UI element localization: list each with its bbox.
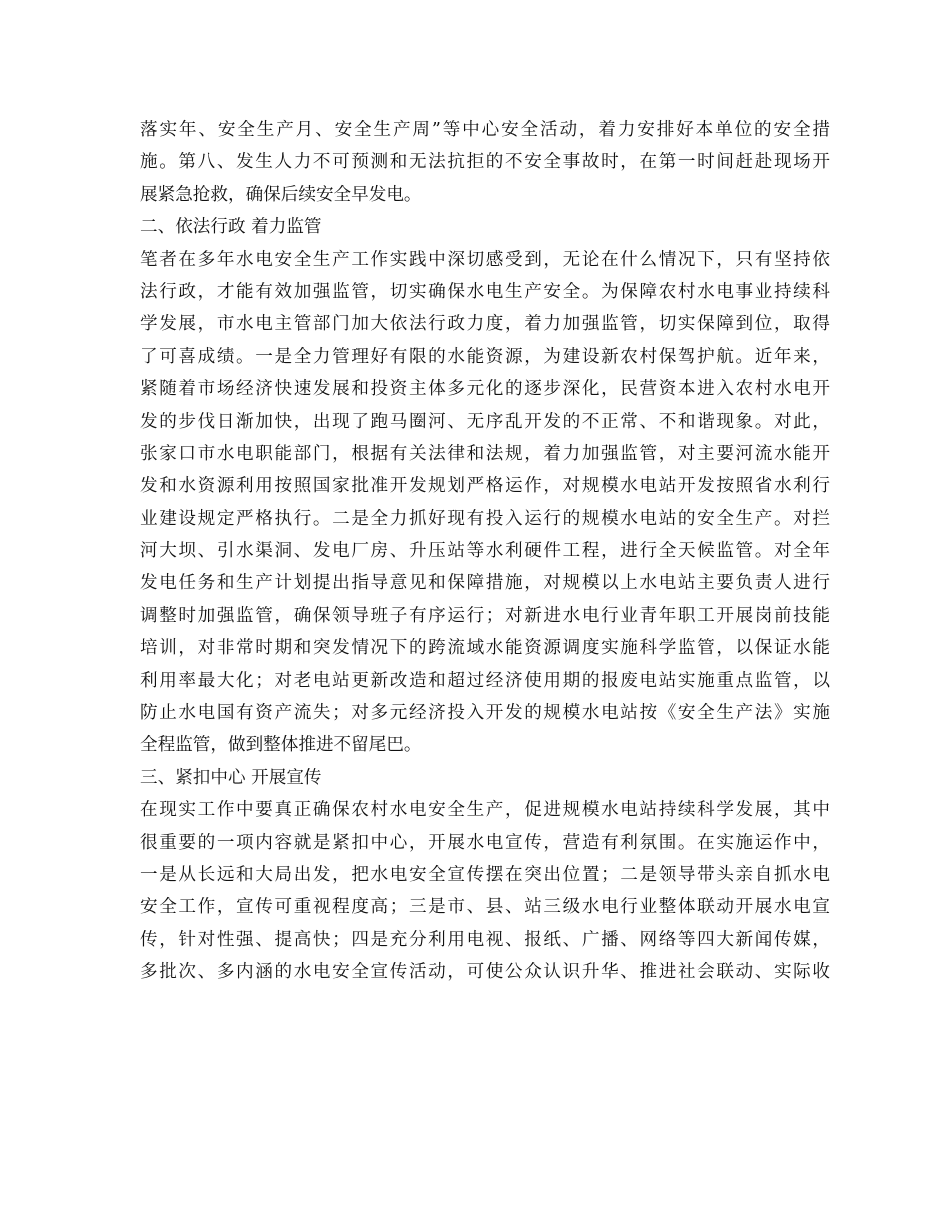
text-line: 紧随着市场经济快速发展和投资主体多元化的逐步深化，民营资本进入农村水电开 — [140, 379, 830, 400]
text-line: 学发展，市水电主管部门加大依法行政力度，着力加强监管，切实保障到位，取得 — [140, 314, 830, 335]
text-line: 三、紧扣中心 开展宣传 — [140, 767, 322, 788]
text-line: 一是从长远和大局出发，把水电安全宣传摆在突出位置；二是领导带头亲自抓水电 — [140, 864, 830, 885]
text-line: 在现实工作中要真正确保农村水电安全生产，促进规模水电站持续科学发展，其中 — [140, 800, 830, 821]
text-line: 培训，对非常时期和突发情况下的跨流域水能资源调度实施科学监管，以保证水能 — [140, 638, 830, 659]
text-line: 张家口市水电职能部门，根据有关法律和法规，着力加强监管，对主要河流水能开 — [140, 443, 830, 464]
text-line: 发电任务和生产计划提出指导意见和保障措施，对规模以上水电站主要负责人进行 — [140, 573, 830, 594]
text-line: 全程监管，做到整体推进不留尾巴。 — [140, 735, 422, 756]
text-line: 防止水电国有资产流失；对多元经济投入开发的规模水电站按《安全生产法》实施 — [140, 703, 830, 724]
text-line: 法行政，才能有效加强监管，切实确保水电生产安全。为保障农村水电事业持续科 — [140, 281, 830, 302]
text-line: 安全工作，宣传可重视程度高；三是市、县、站三级水电行业整体联动开展水电宣 — [140, 897, 830, 918]
document-body — [140, 114, 830, 989]
text-line: 笔者在多年水电安全生产工作实践中深切感受到，无论在什么情况下，只有坚持依 — [140, 249, 830, 270]
text-line: 二、依法行政 着力监管 — [140, 217, 322, 238]
text-line: 了可喜成绩。一是全力管理好有限的水能资源，为建设新农村保驾护航。近年来， — [140, 346, 830, 367]
text-line: 调整时加强监管，确保领导班子有序运行；对新进水电行业青年职工开展岗前技能 — [140, 605, 830, 626]
text-line: 多批次、多内涵的水电安全宣传活动，可使公众认识升华、推进社会联动、实际收 — [140, 962, 830, 983]
text-line: 业建设规定严格执行。二是全力抓好现有投入运行的规模水电站的安全生产。对拦 — [140, 508, 830, 529]
text-line: 发的步伐日渐加快，出现了跑马圈河、无序乱开发的不正常、不和谐现象。对此， — [140, 411, 830, 432]
text-line: 施。第八、发生人力不可预测和无法抗拒的不安全事故时，在第一时间赶赴现场开 — [140, 152, 830, 173]
text-line: 发和水资源利用按照国家批准开发规划严格运作，对规模水电站开发按照省水利行 — [140, 476, 830, 497]
text-line: 落实年、安全生产月、安全生产周”等中心安全活动，着力安排好本单位的安全措 — [140, 120, 830, 140]
text-line: 传，针对性强、提高快；四是充分利用电视、报纸、广播、网络等四大新闻传媒， — [140, 929, 830, 950]
text-line: 河大坝、引水渠洞、发电厂房、升压站等水利硬件工程，进行全天候监管。对全年 — [140, 541, 830, 562]
text-line: 很重要的一项内容就是紧扣中心，开展水电宣传，营造有利氛围。在实施运作中， — [140, 832, 830, 853]
text-line: 利用率最大化；对老电站更新改造和超过经济使用期的报废电站实施重点监管，以 — [140, 670, 830, 691]
text-line: 展紧急抢救，确保后续安全早发电。 — [140, 184, 422, 205]
